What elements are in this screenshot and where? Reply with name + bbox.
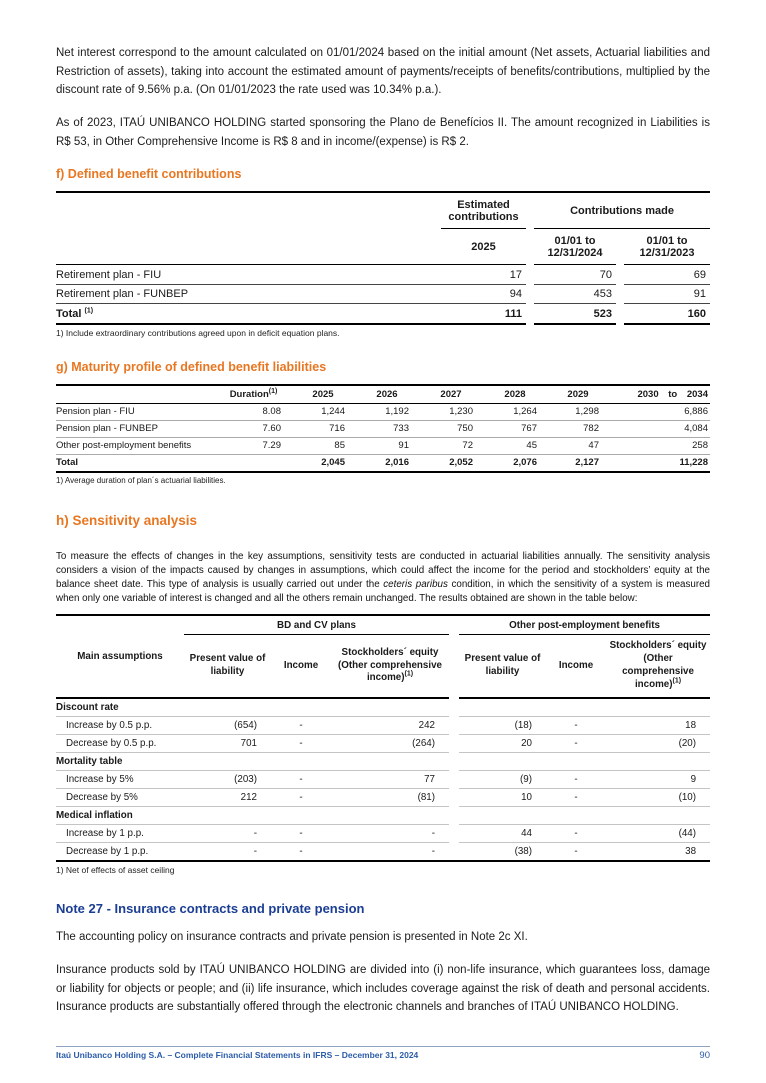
row-label: Pension plan - FIU (56, 403, 216, 420)
table-row (56, 265, 710, 285)
total-value: 2,076 (483, 454, 547, 472)
table-row (56, 843, 710, 862)
cell-value: - (271, 717, 331, 735)
note27-heading: Note 27 - Insurance contracts and private pension (56, 901, 365, 917)
contributions-table-body (56, 265, 710, 304)
column-gap (449, 843, 459, 862)
present-value-header: Present value of liability (459, 635, 546, 698)
row-label: Retirement plan - FUNBEP (56, 284, 441, 304)
row-label: Increase by 1 p.p. (56, 825, 184, 843)
column-gap (449, 825, 459, 843)
note27-paragraph-2: Insurance products sold by ITAÚ UNIBANCO HOLDING are divided into (i) non-life insurance, which guarantees loss, damage or liability for objects or people; and (ii) life insurance, which includes coverage against the risk of death and personal accidents. Insurance products are substantially offered through the electronic channels and branches of ITAÚ UNIBANCO HOLDING. (56, 964, 710, 1014)
cell-value: (654) (184, 717, 271, 735)
year-header: 2025 (291, 385, 355, 404)
total-value: 2,052 (419, 454, 483, 472)
note27-paragraph-1: The accounting policy on insurance contracts and private pension is presented in Note 2c XI. (56, 931, 528, 944)
cell-value: 242 (331, 717, 449, 735)
group-header-row (56, 615, 710, 635)
empty-header-cell (56, 192, 441, 229)
total-value: 111 (441, 304, 526, 324)
footnote-marker: (1) (672, 677, 682, 685)
empty-cell (459, 753, 710, 771)
duration-value: 7.29 (216, 437, 291, 454)
column-gap (449, 735, 459, 753)
cell-value: - (271, 789, 331, 807)
cell-value: 767 (483, 420, 547, 437)
cell-value: 1,264 (483, 403, 547, 420)
duration-value: 8.08 (216, 403, 291, 420)
table-row (56, 284, 710, 304)
contributions-made-header: Contributions made (534, 192, 710, 229)
cell-value: - (546, 735, 606, 753)
total-text: Total (56, 307, 82, 320)
cell-value: 750 (419, 420, 483, 437)
maturity-profile-table (56, 384, 710, 473)
page-number: 90 (699, 1050, 710, 1061)
cell-value: - (299, 846, 303, 858)
empty-header-cell (56, 229, 441, 265)
total-value: 11,228 (609, 454, 710, 472)
cell-value: (9) (459, 771, 546, 789)
cell-value: - (271, 735, 331, 753)
total-row (56, 304, 710, 324)
cell-value: 1,298 (547, 403, 609, 420)
main-assumptions-header: Main assumptions (56, 615, 184, 698)
cell-value: - (546, 771, 606, 789)
category-label: Mortality table (56, 753, 449, 771)
cell-value: 85 (291, 437, 355, 454)
total-value: 523 (534, 304, 616, 324)
total-label: Total (56, 454, 216, 472)
col-2023-header: 01/01 to 12/31/2023 (624, 229, 710, 265)
cell-value: 9 (606, 771, 710, 789)
table-row (56, 807, 710, 825)
section-h-footnote: 1) Net of effects of asset ceiling (56, 865, 175, 876)
cell-value: - (331, 825, 449, 843)
column-header-row (56, 385, 710, 404)
cell-value: 47 (547, 437, 609, 454)
cell-value: - (546, 789, 606, 807)
total-value: 2,016 (355, 454, 419, 472)
column-gap (449, 753, 459, 771)
cell-value: 716 (291, 420, 355, 437)
row-label: Increase by 0.5 p.p. (56, 717, 184, 735)
cell-value: - (184, 825, 271, 843)
cell-value: 782 (547, 420, 609, 437)
other-benefits-header: Other post-employment benefits (459, 615, 710, 635)
section-g-footnote: 1) Average duration of plan´s actuarial liabilities. (56, 475, 226, 485)
cell-value: 20 (459, 735, 546, 753)
cell-value: 38 (685, 846, 697, 858)
row-label: Retirement plan - FIU (56, 265, 441, 285)
table-row (56, 717, 710, 735)
footnote-marker: (1) (404, 671, 414, 678)
cell-value: 94 (441, 284, 526, 304)
column-gap (449, 717, 459, 735)
cell-value: 733 (355, 420, 419, 437)
cell-value: - (271, 771, 331, 789)
cell-value: (203) (184, 771, 271, 789)
total-value: 2,127 (547, 454, 609, 472)
column-gap (449, 771, 459, 789)
cell-value: 10 (459, 789, 546, 807)
year-range-header: 2030 to 2034 (609, 385, 710, 404)
cell-value: 18 (606, 717, 710, 735)
plano-beneficios-paragraph: As of 2023, ITAÚ UNIBANCO HOLDING started sponsoring the Plano de Benefícios II. The amount recognized in Liabilities is R$ 53, in Other Comprehensive Income is R$ 8 and in income/(expense) is R$ 2. (56, 116, 710, 148)
cell-value: - (546, 825, 606, 843)
cell-value: - (546, 717, 606, 735)
col-2024-header: 01/01 to 12/31/2024 (534, 229, 616, 265)
column-gap (616, 229, 624, 265)
cell-value: 258 (609, 437, 710, 454)
row-label: Decrease by 5% (56, 789, 184, 807)
stockholders-equity-header (331, 635, 449, 698)
cell-value: (264) (331, 735, 449, 753)
empty-cell (216, 454, 291, 472)
cell-value: 453 (534, 284, 616, 304)
group-header-row (56, 192, 710, 229)
income-header: Income (546, 635, 606, 698)
duration-value: 7.60 (216, 420, 291, 437)
column-gap (616, 265, 624, 285)
cell-value: 91 (624, 284, 710, 304)
total-row (56, 454, 710, 472)
footnote-marker: (1) (84, 306, 94, 314)
table-row (56, 735, 710, 753)
cell-value: 44 (459, 825, 546, 843)
ceteris-paribus-term: ceteris paribus (383, 579, 448, 591)
column-gap (526, 192, 534, 229)
row-label: Decrease by 1 p.p. (66, 846, 149, 858)
table-row (56, 753, 710, 771)
cell-value: 701 (184, 735, 271, 753)
row-label: Other post-employment benefits (56, 437, 216, 454)
cell-value: (18) (459, 717, 546, 735)
cell-value: 70 (534, 265, 616, 285)
defined-benefit-contributions-table (56, 191, 710, 325)
cell-value: 1,230 (419, 403, 483, 420)
row-label: Pension plan - FUNBEP (56, 420, 216, 437)
cell-value: (81) (331, 789, 449, 807)
sensitivity-analysis-table (56, 614, 710, 862)
cell-value: - (253, 846, 257, 858)
cell-value: (38) (514, 846, 532, 858)
section-g-heading: g) Maturity profile of defined benefit liabilities (56, 359, 327, 374)
present-value-header: Present value of liability (184, 635, 271, 698)
total-value: 2,045 (291, 454, 355, 472)
col-2025-header: 2025 (441, 229, 526, 265)
maturity-table-body (56, 403, 710, 454)
footnote-marker: (1) (268, 387, 278, 395)
year-header: 2028 (483, 385, 547, 404)
section-f-heading: f) Defined benefit contributions (56, 167, 242, 182)
category-label: Medical inflation (56, 807, 449, 825)
duration-header (216, 385, 291, 404)
column-gap (616, 284, 624, 304)
table-row (56, 771, 710, 789)
row-label: Increase by 5% (56, 771, 184, 789)
cell-value: 17 (441, 265, 526, 285)
cell-value: 6,886 (609, 403, 710, 420)
stockholders-equity-header (606, 635, 710, 698)
bd-cv-plans-header: BD and CV plans (184, 615, 449, 635)
empty-cell (459, 807, 710, 825)
cell-value: 91 (355, 437, 419, 454)
footer-document-title: Itaú Unibanco Holding S.A. – Complete Financial Statements in IFRS – December 31, 2024 (56, 1050, 419, 1060)
table-row (56, 825, 710, 843)
table-row (56, 698, 710, 717)
net-interest-paragraph: Net interest correspond to the amount calculated on 01/01/2024 based on the initial amount (Net assets, Actuarial liabilities and Restriction of assets), taking into account the estimated amount of payments/receipts of benefits/contributions, multiplied by the discount rate of 9.56% p.a. (On 01/01/2023 the rate used was 10.34% p.a.). (56, 47, 710, 97)
cell-value: 77 (331, 771, 449, 789)
cell-value: 45 (483, 437, 547, 454)
cell-value: - (431, 846, 435, 858)
sensitivity-table-body (56, 698, 710, 861)
cell-value: - (574, 846, 578, 858)
total-value: 160 (624, 304, 710, 324)
empty-header-cell (56, 385, 216, 404)
equity-text: Stockholders´ equity (Other comprehensive income) (609, 640, 707, 690)
table-row (56, 403, 710, 420)
paragraph-text: condition, in which the sensitivity of a system is measured when only one variable of interest is changed and all the others remain unchanged. The results obtained are shown in the table below: (56, 579, 711, 605)
category-label: Discount rate (56, 698, 449, 717)
cell-value: - (271, 825, 331, 843)
year-header: 2027 (419, 385, 483, 404)
cell-value: 212 (184, 789, 271, 807)
page-footer (56, 1046, 710, 1061)
year-header: 2029 (547, 385, 609, 404)
table-row (56, 420, 710, 437)
table-row (56, 437, 710, 454)
empty-cell (459, 698, 710, 717)
column-gap (449, 789, 459, 807)
column-gap (449, 698, 459, 717)
estimated-contributions-header: Estimated contributions (441, 192, 526, 229)
column-gap (449, 615, 459, 698)
cell-value: (10) (606, 789, 710, 807)
table-row (56, 789, 710, 807)
sensitivity-paragraph (56, 550, 710, 607)
year-header: 2026 (355, 385, 419, 404)
cell-value: (44) (606, 825, 710, 843)
column-gap (616, 304, 624, 324)
column-gap (526, 304, 534, 324)
section-h-heading: h) Sensitivity analysis (56, 512, 198, 528)
paragraph-text: To measure the effects of changes in the key assumptions, sensitivity tests are conducted in actuarial liabilities annually. The sensitivity analysis considers a vision of the impacts caused by changes in assumptions, which could affect the income for the period and stockholders’ equity at the balance sheet date. This type of analysis is usually carried out under the (56, 550, 710, 591)
column-gap (449, 807, 459, 825)
cell-value: 1,244 (291, 403, 355, 420)
duration-text: Duration (229, 388, 269, 400)
row-label: Decrease by 0.5 p.p. (56, 735, 184, 753)
column-gap (526, 284, 534, 304)
column-gap (526, 229, 534, 265)
equity-text: Stockholders´ equity (Other comprehensive income) (338, 646, 442, 684)
column-header-row (56, 229, 710, 265)
cell-value: 69 (624, 265, 710, 285)
income-header: Income (271, 635, 331, 698)
column-gap (526, 265, 534, 285)
cell-value: 1,192 (355, 403, 419, 420)
cell-value: 4,084 (609, 420, 710, 437)
cell-value: 72 (419, 437, 483, 454)
cell-value: (20) (606, 735, 710, 753)
section-f-footnote: 1) Include extraordinary contributions agreed upon in deficit equation plans. (56, 327, 340, 338)
total-label (56, 304, 441, 324)
